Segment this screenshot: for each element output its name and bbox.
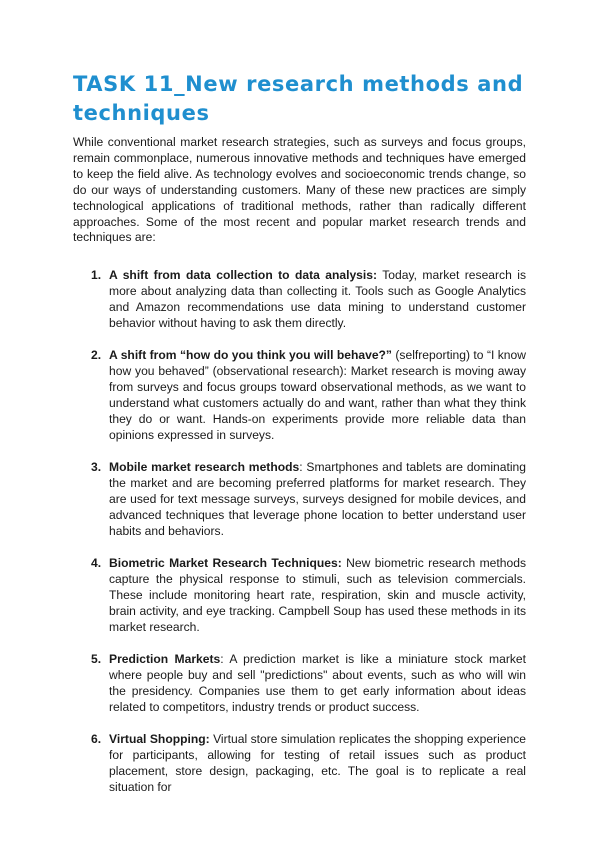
- techniques-list: [73, 267, 526, 795]
- list-item-term: Mobile market research methods: [109, 460, 300, 475]
- list-item: [91, 731, 526, 795]
- list-item-number: 2.: [91, 348, 102, 363]
- list-item-text: (selfreporting) to “I know how you behaved” (observational research): Market research is moving away from surveys and focus groups toward observational methods, as we want to understand what customers actually do and want, rather than what they think they do or want. Hands-on experiments provide more reliable data than opinions expressed in surveys.: [109, 348, 526, 443]
- intro-paragraph: While conventional market research strategies, such as surveys and focus groups, remain commonplace, numerous innovative methods and techniques have emerged to keep the field alive. As technology evolves and socioeconomic trends change, so do our ways of understanding customers. Many of these new practices are simply technological applications of traditional methods, rather than radically different approaches. Some of the most recent and popular market research trends and techniques are:: [73, 135, 526, 245]
- list-item-term: A shift from data collection to data analysis:: [109, 268, 378, 283]
- list-item-text: New biometric research methods capture the physical response to stimuli, such as television commercials. These include monitoring heart rate, respiration, skin and muscle activity, brain activity, and eye tracking. Campbell Soup has used these methods in its market research.: [109, 556, 526, 635]
- list-item-text: : A prediction market is like a miniature stock market where people buy and sell "predictions" about events, such as who will win the presidency. Companies use them to get early information about ideas related to competitors, industry trends or product success.: [109, 652, 526, 715]
- list-item-text: : Smartphones and tablets are dominating the market and are becoming preferred platforms for market research. They are used for text message surveys, surveys designed for mobile devices, and advanced techniques that leverage phone location to better understand user habits and behaviors.: [109, 460, 526, 539]
- list-item-number: 3.: [91, 460, 102, 475]
- list-item-term: A shift from “how do you think you will behave?”: [109, 348, 392, 363]
- list-item-term: Biometric Market Research Techniques:: [109, 556, 342, 571]
- list-item: [91, 459, 526, 539]
- list-item-term: Virtual Shopping:: [109, 732, 210, 747]
- list-item-number: 4.: [91, 556, 102, 571]
- list-item: [91, 651, 526, 715]
- list-item-term: Prediction Markets: [109, 652, 221, 667]
- list-item: [91, 347, 526, 443]
- list-item-number: 1.: [91, 268, 102, 283]
- list-item-text: Today, market research is more about analyzing data than collecting it. Tools such as Google Analytics and Amazon recommendations use data mining to understand customer behavior without having to ask them directly.: [109, 268, 526, 331]
- list-item-number: 6.: [91, 732, 102, 747]
- list-item: [91, 555, 526, 635]
- page-title: TASK 11_New research methods and techniques: [73, 72, 524, 125]
- list-item: [91, 267, 526, 331]
- list-item-text: Virtual store simulation replicates the shopping experience for participants, allowing for testing of retail issues such as product placement, store design, packaging, etc. The goal is to replicate a real situation for: [109, 732, 526, 795]
- list-item-number: 5.: [91, 652, 102, 667]
